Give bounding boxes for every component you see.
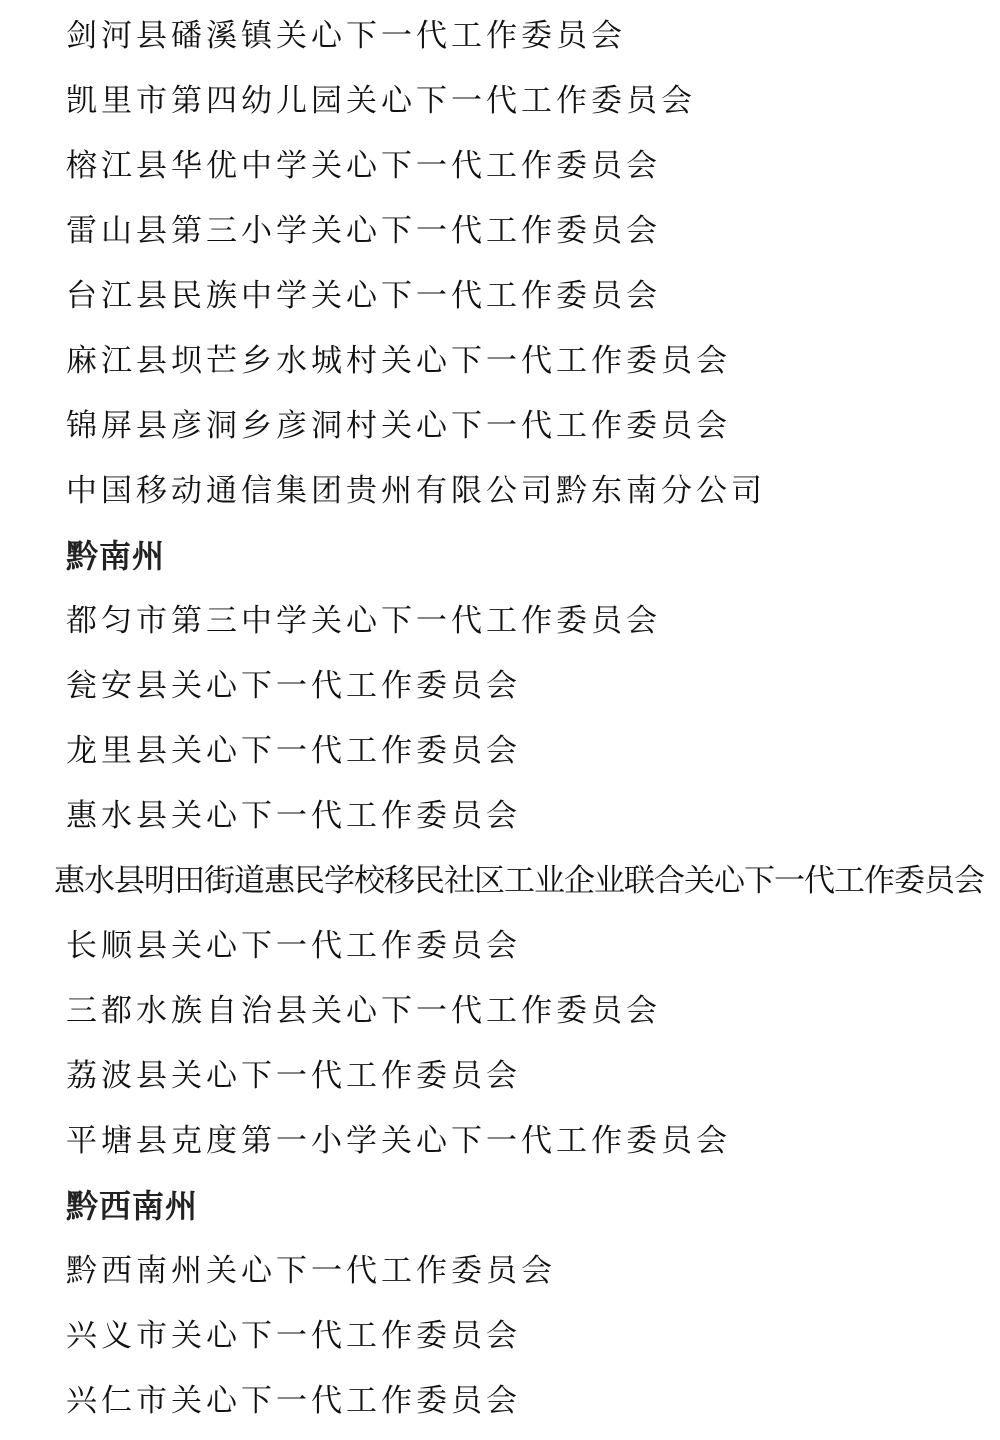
section-heading: 黔南州: [66, 537, 166, 575]
list-item: 惠水县关心下一代工作委员会: [66, 798, 521, 834]
list-item: 凯里市第四幼儿园关心下一代工作委员会: [66, 83, 696, 119]
list-item: 剑河县磻溪镇关心下一代工作委员会: [66, 18, 626, 54]
list-item: 兴义市关心下一代工作委员会: [66, 1318, 521, 1354]
list-item: 三都水族自治县关心下一代工作委员会: [66, 993, 661, 1029]
list-item: 麻江县坝芒乡水城村关心下一代工作委员会: [66, 343, 731, 379]
list-item: 平塘县克度第一小学关心下一代工作委员会: [66, 1123, 731, 1159]
list-item: 黔西南州关心下一代工作委员会: [66, 1253, 556, 1289]
list-item: 荔波县关心下一代工作委员会: [66, 1058, 521, 1094]
list-item: 中国移动通信集团贵州有限公司黔东南分公司: [66, 473, 766, 509]
list-item: 兴仁市关心下一代工作委员会: [66, 1383, 521, 1419]
list-item: 长顺县关心下一代工作委员会: [66, 928, 521, 964]
list-item: 都匀市第三中学关心下一代工作委员会: [66, 603, 661, 639]
list-item: 榕江县华优中学关心下一代工作委员会: [66, 148, 661, 184]
list-item: 雷山县第三小学关心下一代工作委员会: [66, 213, 661, 249]
list-item: 锦屏县彦洞乡彦洞村关心下一代工作委员会: [66, 408, 731, 444]
list-item: 龙里县关心下一代工作委员会: [66, 733, 521, 769]
list-item: 惠水县明田街道惠民学校移民社区工业企业联合关心下一代工作委员会: [54, 863, 984, 899]
list-item: 台江县民族中学关心下一代工作委员会: [66, 278, 661, 314]
list-item: 瓮安县关心下一代工作委员会: [66, 668, 521, 704]
section-heading: 黔西南州: [66, 1187, 199, 1225]
